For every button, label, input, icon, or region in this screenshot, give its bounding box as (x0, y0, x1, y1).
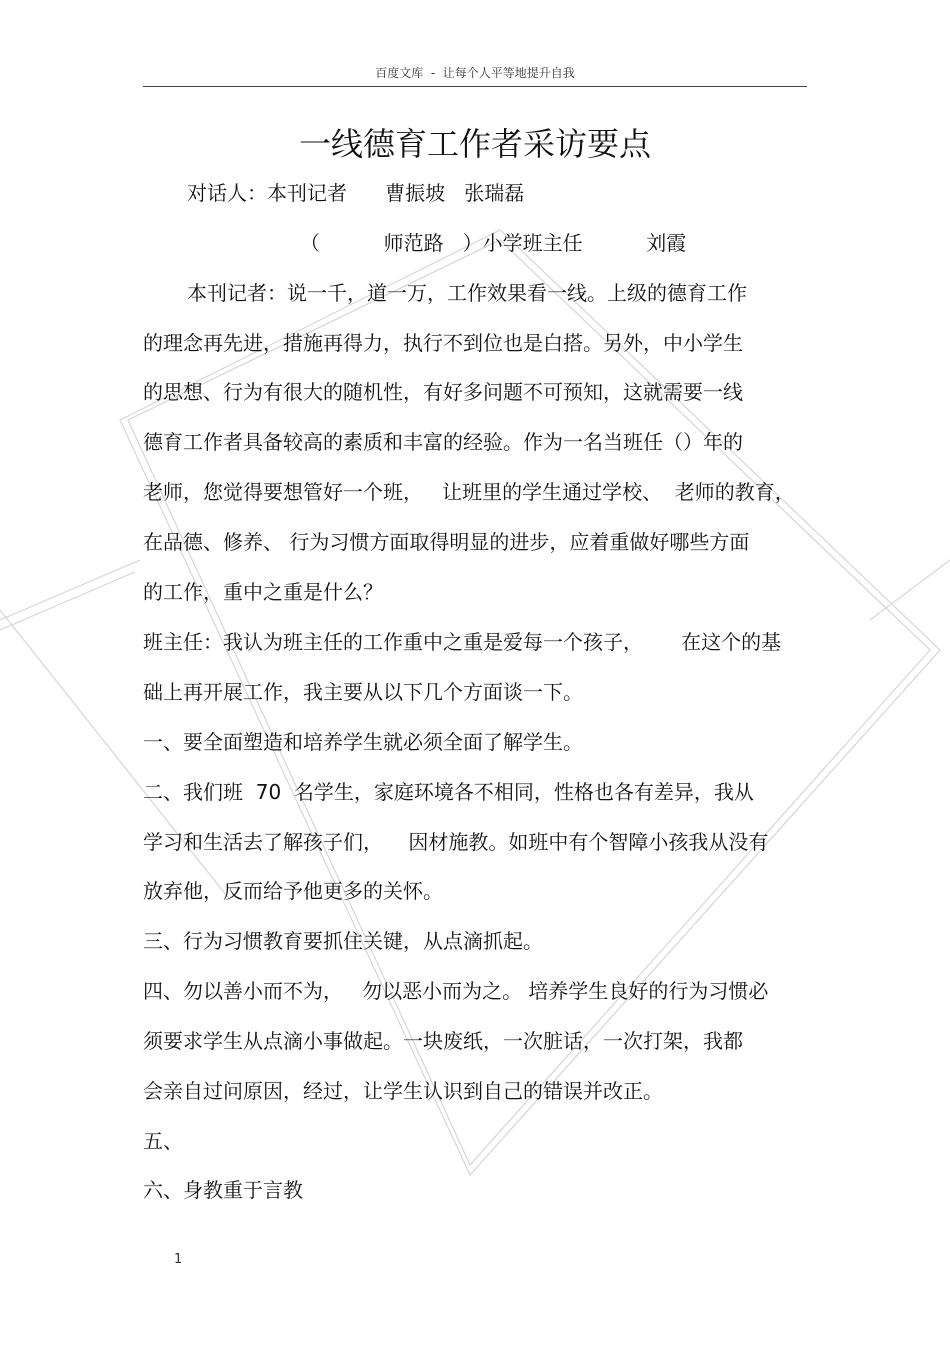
body-line: 老师，您觉得要想管好一个班， 让班里的学生通过学校、 老师的教育， (143, 480, 795, 504)
list-item: 二、我们班 70 名学生，家庭环境各不相同，性格也各有差异，我从 (143, 780, 754, 804)
body-line: 的工作，重中之重是什么？ (143, 580, 383, 604)
header-divider (143, 86, 807, 87)
body-line: 班主任：我认为班主任的工作重中之重是爱每一个孩子， 在这个的基 (143, 630, 782, 654)
interview-participants-line: （ 师范路 ）小学班主任 刘霞 (300, 231, 687, 255)
body-line: 本刊记者：说一千，道一万，工作效果看一线。上级的德育工作 (187, 281, 747, 305)
list-item: 六、身教重于言教 (143, 1178, 303, 1202)
interview-participants-line: 对话人：本刊记者 曹振坡 张瑞磊 (187, 181, 525, 205)
body-line: 德育工作者具备较高的素质和丰富的经验。作为一名当班任（）年的 (143, 430, 743, 454)
body-line: 础上再开展工作，我主要从以下几个方面谈一下。 (143, 680, 583, 704)
body-line: 在品德、修养、 行为习惯方面取得明显的进步，应着重做好哪些方面 (143, 530, 750, 554)
list-item: 三、行为习惯教育要抓住关键，从点滴抓起。 (143, 929, 543, 953)
body-line: 放弃他，反而给予他更多的关怀。 (143, 879, 443, 903)
list-item: 一、要全面塑造和培养学生就必须全面了解学生。 (143, 730, 583, 754)
body-line: 学习和生活去了解孩子们， 因材施教。如班中有个智障小孩我从没有 (143, 830, 769, 854)
body-line: 须要求学生从点滴小事做起。一块废纸，一次脏话，一次打架，我都 (143, 1029, 743, 1053)
list-item: 五、 (143, 1129, 183, 1153)
body-line: 的理念再先进，措施再得力，执行不到位也是白搭。另外，中小学生 (143, 331, 743, 355)
page-number: 1 (174, 1252, 183, 1267)
list-item: 四、勿以善小而不为， 勿以恶小而为之。 培养学生良好的行为习惯必 (143, 979, 769, 1003)
page-header: 百度文库 - 让每个人平等地提升自我 (375, 66, 575, 80)
body-line: 的思想、行为有很大的随机性，有好多问题不可预知，这就需要一线 (143, 380, 743, 404)
document-title: 一线德育工作者采访要点 (298, 125, 651, 163)
body-line: 会亲自过问原因，经过，让学生认识到自己的错误并改正。 (143, 1079, 663, 1103)
